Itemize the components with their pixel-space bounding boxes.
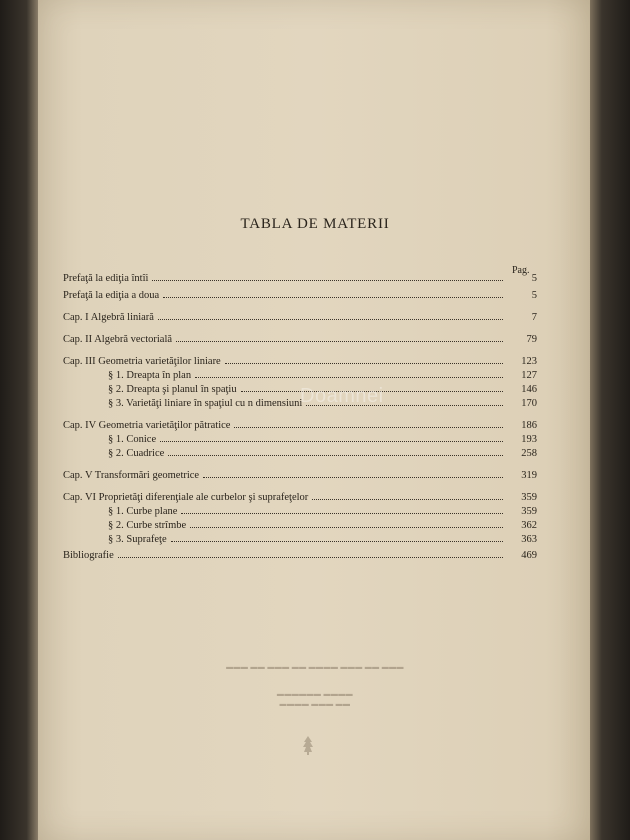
leader-dots [190,527,503,528]
toc-entry-page: 359 [521,492,537,503]
toc-entry-page: 359 [521,506,537,517]
leader-dots [195,377,503,378]
toc-entry-label: § 1. Curbe plane [108,506,178,517]
leader-dots [152,280,503,281]
leader-dots [203,477,503,478]
leader-dots [225,363,503,364]
toc-entry-label: Cap. V Transformări geometrice [63,470,200,481]
toc-entry [63,492,537,506]
page-column-header: Pag. [512,265,530,276]
toc-entry-label: Cap. IV Geometria varietăţilor pătratice [63,420,231,431]
toc-subentry [108,534,537,548]
faded-imprint-line: ▬▬▬▬▬▬ ▬▬▬▬ [276,690,354,698]
toc-entry-label: § 2. Dreapta şi planul în spaţiu [108,384,237,395]
toc-entry-page: 5 [531,273,537,284]
toc-entry-page: 258 [521,448,537,459]
toc-entry-page: 319 [521,470,537,481]
toc-entry-page: 146 [521,384,537,395]
toc-entry-page: 193 [521,434,537,445]
toc-subentry [108,434,537,448]
book-spine-shadow-left [0,0,38,840]
toc-entry [63,334,537,348]
faded-imprint-line: ▬▬▬▬ ▬▬▬ ▬▬ [279,700,351,708]
leader-dots [312,499,503,500]
toc-entry-page: 469 [521,550,537,561]
leader-dots [171,541,503,542]
page-title: TABLA DE MATERII [240,216,390,232]
toc-entry [63,550,537,564]
toc-entry-page: 170 [521,398,537,409]
toc-entry-page: 79 [526,334,537,345]
toc-entry-label: Cap. I Algebră liniară [63,312,154,323]
leader-dots [176,341,503,342]
leader-dots [181,513,503,514]
book-spine-shadow-right [590,0,630,840]
toc-entry-label: § 2. Cuadrice [108,448,165,459]
toc-entry-page: 127 [521,370,537,381]
toc-entry-label: § 1. Dreapta în plan [108,370,192,381]
toc-entry-page: 186 [521,420,537,431]
toc-entry-page: 362 [521,520,537,531]
toc-entry [63,273,537,287]
toc-entry [63,356,537,370]
toc-entry-label: § 1. Conice [108,434,157,445]
leader-dots [158,319,503,320]
toc-entry-label: Prefaţă la ediţia a doua [63,290,160,301]
leader-dots [118,557,503,558]
leader-dots [160,441,503,442]
toc-entry-page: 123 [521,356,537,367]
toc-subentry [108,520,537,534]
faded-imprint-line: ▬▬▬ ▬▬ ▬▬▬ ▬▬ ▬▬▬▬ ▬▬▬ ▬▬ ▬▬▬ [226,663,404,671]
toc-entry-page: 363 [521,534,537,545]
publisher-logo [300,735,316,755]
toc-entry [63,470,537,484]
toc-entry-label: Cap. II Algebră vectorială [63,334,173,345]
toc-entry-label: Cap. III Geometria varietăţilor liniare [63,356,221,367]
toc-entry-page: 5 [531,290,537,301]
leader-dots [234,427,503,428]
toc-entry-label: § 3. Varietăţi liniare în spaţiul cu n dimensiuni [108,398,303,409]
toc-entry-label: Bibliografie [63,550,114,561]
toc-entry-label: § 2. Curbe strîmbe [108,520,187,531]
leader-dots [168,455,503,456]
toc-subentry [108,448,537,462]
toc-entry-page: 7 [531,312,537,323]
toc-entry-label: Prefaţă la ediţia întîi [63,273,149,284]
toc-entry-label: Cap. VI Proprietăţi diferenţiale ale curbelor şi suprafeţelor [63,492,309,503]
toc-entry-label: § 3. Suprafeţe [108,534,167,545]
leader-dots [163,297,503,298]
toc-entry [63,290,537,304]
toc-entry [63,420,537,434]
toc-entry [63,312,537,326]
toc-subentry [108,370,537,384]
toc-subentry [108,506,537,520]
watermark: Doamnei [300,385,384,407]
